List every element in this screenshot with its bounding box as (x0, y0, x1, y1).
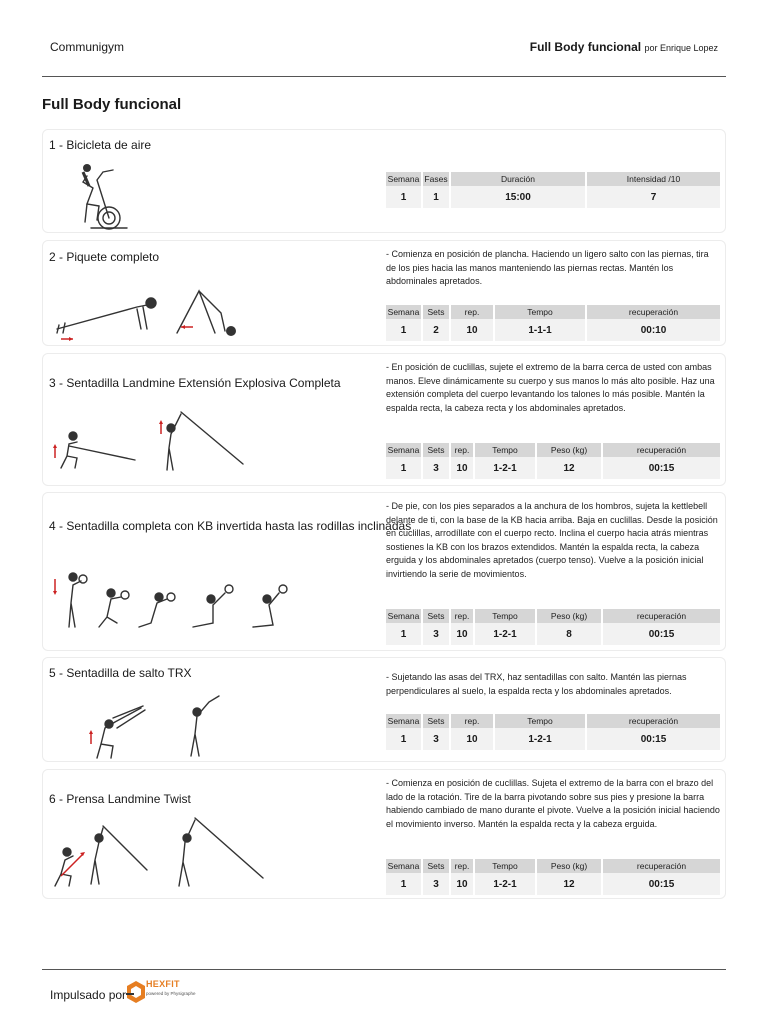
table-cell: 1 (386, 457, 422, 479)
burpee-illustration (47, 273, 257, 343)
table-header: Peso (kg) (536, 443, 602, 457)
table-cell: 1-2-1 (474, 873, 536, 895)
table-cell: 10 (450, 728, 494, 750)
exercise-description: - En posición de cuclillas, sujete el extremo de la barra cerca de usted con ambas manos. Eleve dinámicamente su cuerpo y sus manos lo más alto posible. Haz una extensión completa del cuerpo levantando los talones lo más posible. Mantén la espalda recta, la cabeza recta y los abdominales apretados. (386, 362, 715, 413)
table-cell: 1-2-1 (474, 457, 536, 479)
table-cell: 7 (586, 186, 720, 208)
table-header: rep. (450, 714, 494, 728)
exercise-description: - De pie, con los pies separados a la anchura de los hombros, sujeta la kettlebell delante de ti, con la base de la KB hacia arriba. Baja en cuclillas. Desde la posición en cuclillas, arrodíllate con el cuerpo recto. Inclina el cuerpo hacia atrás mientras sostienes la KB con los brazos extendidos. Mantén la espalda recta, la cabeza erguida y los abdominales apretados (cuerpo tenso). Vuelve a la posición inicial invirtiendo la serie de movimientos. (386, 501, 718, 579)
exercise-table (386, 714, 720, 750)
table-header: Intensidad /10 (586, 172, 720, 186)
table-header: Sets (422, 714, 450, 728)
exercise-name: 6 - Prensa Landmine Twist (49, 792, 191, 806)
table-cell: 3 (422, 623, 450, 645)
exercise-table (386, 305, 720, 341)
exercise-name: 5 - Sentadilla de salto TRX (49, 666, 192, 680)
table-header: Semana (386, 443, 422, 457)
table-header: Fases (422, 172, 450, 186)
header-workout-title: Full Body funcional (529, 40, 642, 54)
table-cell: 10 (450, 873, 474, 895)
table-cell: 1-1-1 (494, 319, 586, 341)
table-header: rep. (450, 305, 494, 319)
table-header: Semana (386, 305, 422, 319)
exercise-name: 3 - Sentadilla Landmine Extensión Explosiva Completa (49, 376, 341, 390)
exercise-description: - Sujetando las asas del TRX, haz sentadillas con salto. Mantén las piernas perpendiculares al suelo, la espalda recta y los abdominales apretados. (386, 672, 687, 696)
exercise-name: 1 - Bicicleta de aire (49, 138, 152, 152)
page-title: Full Body funcional (42, 96, 182, 113)
table-header: recuperación (586, 714, 720, 728)
air-bike-illustration (73, 158, 163, 232)
table-header: Tempo (474, 609, 536, 623)
table-header: recuperación (602, 443, 720, 457)
table-cell: 00:15 (602, 457, 720, 479)
powered-by-label: Impulsado por (50, 988, 127, 1002)
footer-divider (42, 969, 726, 970)
table-header: Peso (kg) (536, 609, 602, 623)
header-divider (42, 76, 726, 77)
kettlebell-squat-illustration (47, 563, 297, 633)
exercise-table (386, 443, 720, 479)
table-header: rep. (450, 443, 474, 457)
table-cell: 1 (386, 873, 422, 895)
table-cell: 3 (422, 457, 450, 479)
logo-text: HEXFIT (146, 979, 180, 989)
table-header: recuperación (586, 305, 720, 319)
table-cell: 1-2-1 (494, 728, 586, 750)
exercise-description: - Comienza en posición de plancha. Haciendo un ligero salto con las piernas, tira de los pies hacia las manos manteniendo las piernas rectas. Mantén los abdominales apretados. (386, 249, 709, 286)
exercise-card (42, 353, 726, 486)
table-header: Duración (450, 172, 586, 186)
table-header: rep. (450, 609, 474, 623)
table-cell: 10 (450, 319, 494, 341)
table-header: Sets (422, 305, 450, 319)
header-title (530, 40, 718, 54)
exercise-table (386, 609, 720, 645)
exercise-card (42, 240, 726, 346)
landmine-twist-illustration (47, 816, 267, 892)
table-header: Sets (422, 443, 450, 457)
exercise-card (42, 492, 726, 651)
exercise-card (42, 129, 726, 233)
table-header: Semana (386, 609, 422, 623)
table-header: Peso (kg) (536, 859, 602, 873)
brand-name: Communigym (50, 40, 125, 54)
table-cell: 00:15 (586, 728, 720, 750)
table-cell: 10 (450, 457, 474, 479)
table-header: Sets (422, 859, 450, 873)
table-cell: 1 (386, 728, 422, 750)
table-cell: 00:15 (602, 623, 720, 645)
exercise-card (42, 657, 726, 762)
trx-jump-squat-illustration (83, 688, 223, 762)
table-cell: 2 (422, 319, 450, 341)
table-cell: 00:10 (586, 319, 720, 341)
exercise-description: - Comienza en posición de cuclillas. Sujeta el extremo de la barra con el brazo del lado de la rotación. Tire de la barra pivotando sobre sus pies y presione la barra habiendo cambiado de mano durante el pivote. Vuelve a la posición inicial haciendo el movimiento inverso. Mantén la espalda recta y la cabeza erguida. (386, 778, 720, 829)
hexagon-icon (126, 980, 146, 1004)
table-cell: 8 (536, 623, 602, 645)
table-header: Semana (386, 859, 422, 873)
hexfit-logo[interactable] (126, 978, 196, 1008)
exercise-table (386, 172, 720, 208)
exercise-table (386, 859, 720, 895)
table-cell: 1 (386, 623, 422, 645)
table-header: Tempo (494, 305, 586, 319)
exercise-name: 2 - Piquete completo (49, 250, 160, 264)
table-header: recuperación (602, 609, 720, 623)
page-header (50, 40, 718, 56)
table-cell: 1-2-1 (474, 623, 536, 645)
table-header: Sets (422, 609, 450, 623)
header-author: por Enrique Lopez (644, 43, 718, 53)
table-cell: 10 (450, 623, 474, 645)
table-header: Tempo (494, 714, 586, 728)
table-header: Tempo (474, 859, 536, 873)
table-cell: 12 (536, 873, 602, 895)
table-cell: 3 (422, 873, 450, 895)
exercise-card (42, 769, 726, 899)
table-header: Semana (386, 172, 422, 186)
landmine-squat-illustration (47, 398, 247, 474)
exercise-name: 4 - Sentadilla completa con KB invertida hasta las rodillas inclinadas (49, 519, 412, 533)
table-cell: 1 (422, 186, 450, 208)
table-header: Semana (386, 714, 422, 728)
table-header: rep. (450, 859, 474, 873)
table-header: recuperación (602, 859, 720, 873)
table-cell: 15:00 (450, 186, 586, 208)
logo-subtext: powered by Physigraphe (146, 991, 196, 996)
table-cell: 1 (386, 319, 422, 341)
table-cell: 1 (386, 186, 422, 208)
table-header: Tempo (474, 443, 536, 457)
table-cell: 3 (422, 728, 450, 750)
table-cell: 00:15 (602, 873, 720, 895)
table-cell: 12 (536, 457, 602, 479)
